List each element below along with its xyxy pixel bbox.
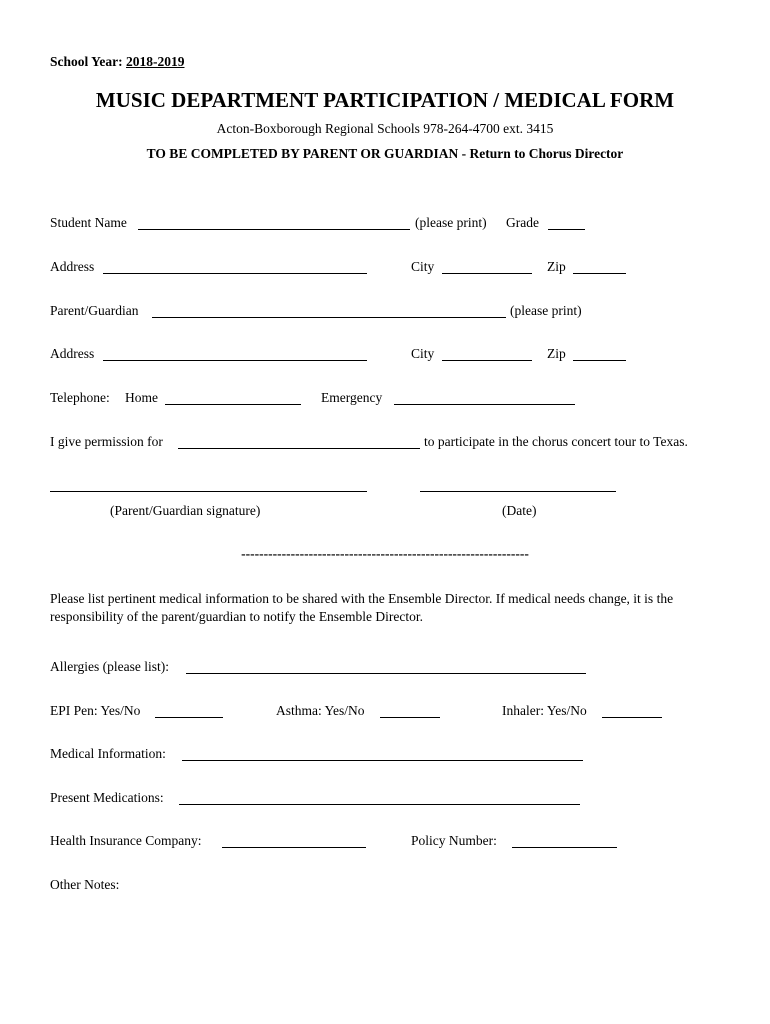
medical-information-field[interactable] [182, 760, 583, 761]
student-address-label: Address [50, 259, 95, 274]
grade-field[interactable] [548, 229, 585, 230]
guardian-signature-field[interactable] [50, 491, 367, 492]
parent-zip-label: Zip [547, 346, 566, 361]
allergies-field[interactable] [186, 673, 586, 674]
signature-date-field[interactable] [420, 491, 616, 492]
emergency-phone-field[interactable] [394, 404, 575, 405]
permission-suffix: to participate in the chorus concert tour to Texas. [424, 434, 688, 449]
telephone-home-label: Home [125, 390, 158, 405]
epi-pen-label: EPI Pen: Yes/No [50, 703, 141, 718]
telephone-label: Telephone: [50, 390, 110, 405]
other-notes-label: Other Notes: [50, 877, 120, 892]
parent-address-label: Address [50, 346, 95, 361]
parent-address-field[interactable] [103, 360, 367, 361]
section-divider: ---------------------------------------------------------------- [241, 546, 529, 561]
form-title: MUSIC DEPARTMENT PARTICIPATION / MEDICAL FORM [95, 88, 675, 112]
guardian-signature-label: (Parent/Guardian signature) [110, 503, 261, 518]
student-name-print-note: (please print) [415, 215, 487, 230]
inhaler-field[interactable] [602, 717, 662, 718]
parent-guardian-label: Parent/Guardian [50, 303, 139, 318]
telephone-home-field[interactable] [165, 404, 301, 405]
student-name-label: Student Name [50, 215, 127, 230]
asthma-label: Asthma: Yes/No [276, 703, 365, 718]
student-zip-label: Zip [547, 259, 566, 274]
parent-zip-field[interactable] [573, 360, 626, 361]
school-year-value: 2018-2019 [126, 54, 185, 69]
medications-field[interactable] [179, 804, 580, 805]
medications-label: Present Medications: [50, 790, 164, 805]
date-label: (Date) [502, 503, 537, 518]
permission-prefix: I give permission for [50, 434, 163, 449]
grade-label: Grade [506, 215, 539, 230]
epi-pen-field[interactable] [155, 717, 223, 718]
insurance-company-label: Health Insurance Company: [50, 833, 202, 848]
policy-number-label: Policy Number: [411, 833, 497, 848]
asthma-field[interactable] [380, 717, 440, 718]
medical-information-label: Medical Information: [50, 746, 166, 761]
form-subtitle: Acton-Boxborough Regional Schools 978-264-4700 ext. 3415 [216, 121, 554, 136]
emergency-label: Emergency [321, 390, 383, 405]
allergies-label: Allergies (please list): [50, 659, 169, 674]
student-city-field[interactable] [442, 273, 532, 274]
parent-city-field[interactable] [442, 360, 532, 361]
inhaler-label: Inhaler: Yes/No [502, 703, 587, 718]
student-zip-field[interactable] [573, 273, 626, 274]
school-year [50, 54, 185, 70]
parent-city-label: City [411, 346, 435, 361]
permission-student-field[interactable] [178, 448, 420, 449]
student-city-label: City [411, 259, 435, 274]
medical-intro: Please list pertinent medical information to be shared with the Ensemble Director. If medical needs change, it is the responsibility of the parent/guardian to notify the Ensemble Director. [50, 591, 674, 624]
parent-print-note: (please print) [510, 303, 582, 318]
student-address-field[interactable] [103, 273, 367, 274]
policy-number-field[interactable] [512, 847, 617, 848]
parent-guardian-field[interactable] [152, 317, 506, 318]
form-instruction: TO BE COMPLETED BY PARENT OR GUARDIAN - Return to Chorus Director [146, 146, 624, 161]
insurance-company-field[interactable] [222, 847, 366, 848]
student-name-field[interactable] [138, 229, 410, 230]
school-year-label: School Year: [50, 54, 123, 69]
